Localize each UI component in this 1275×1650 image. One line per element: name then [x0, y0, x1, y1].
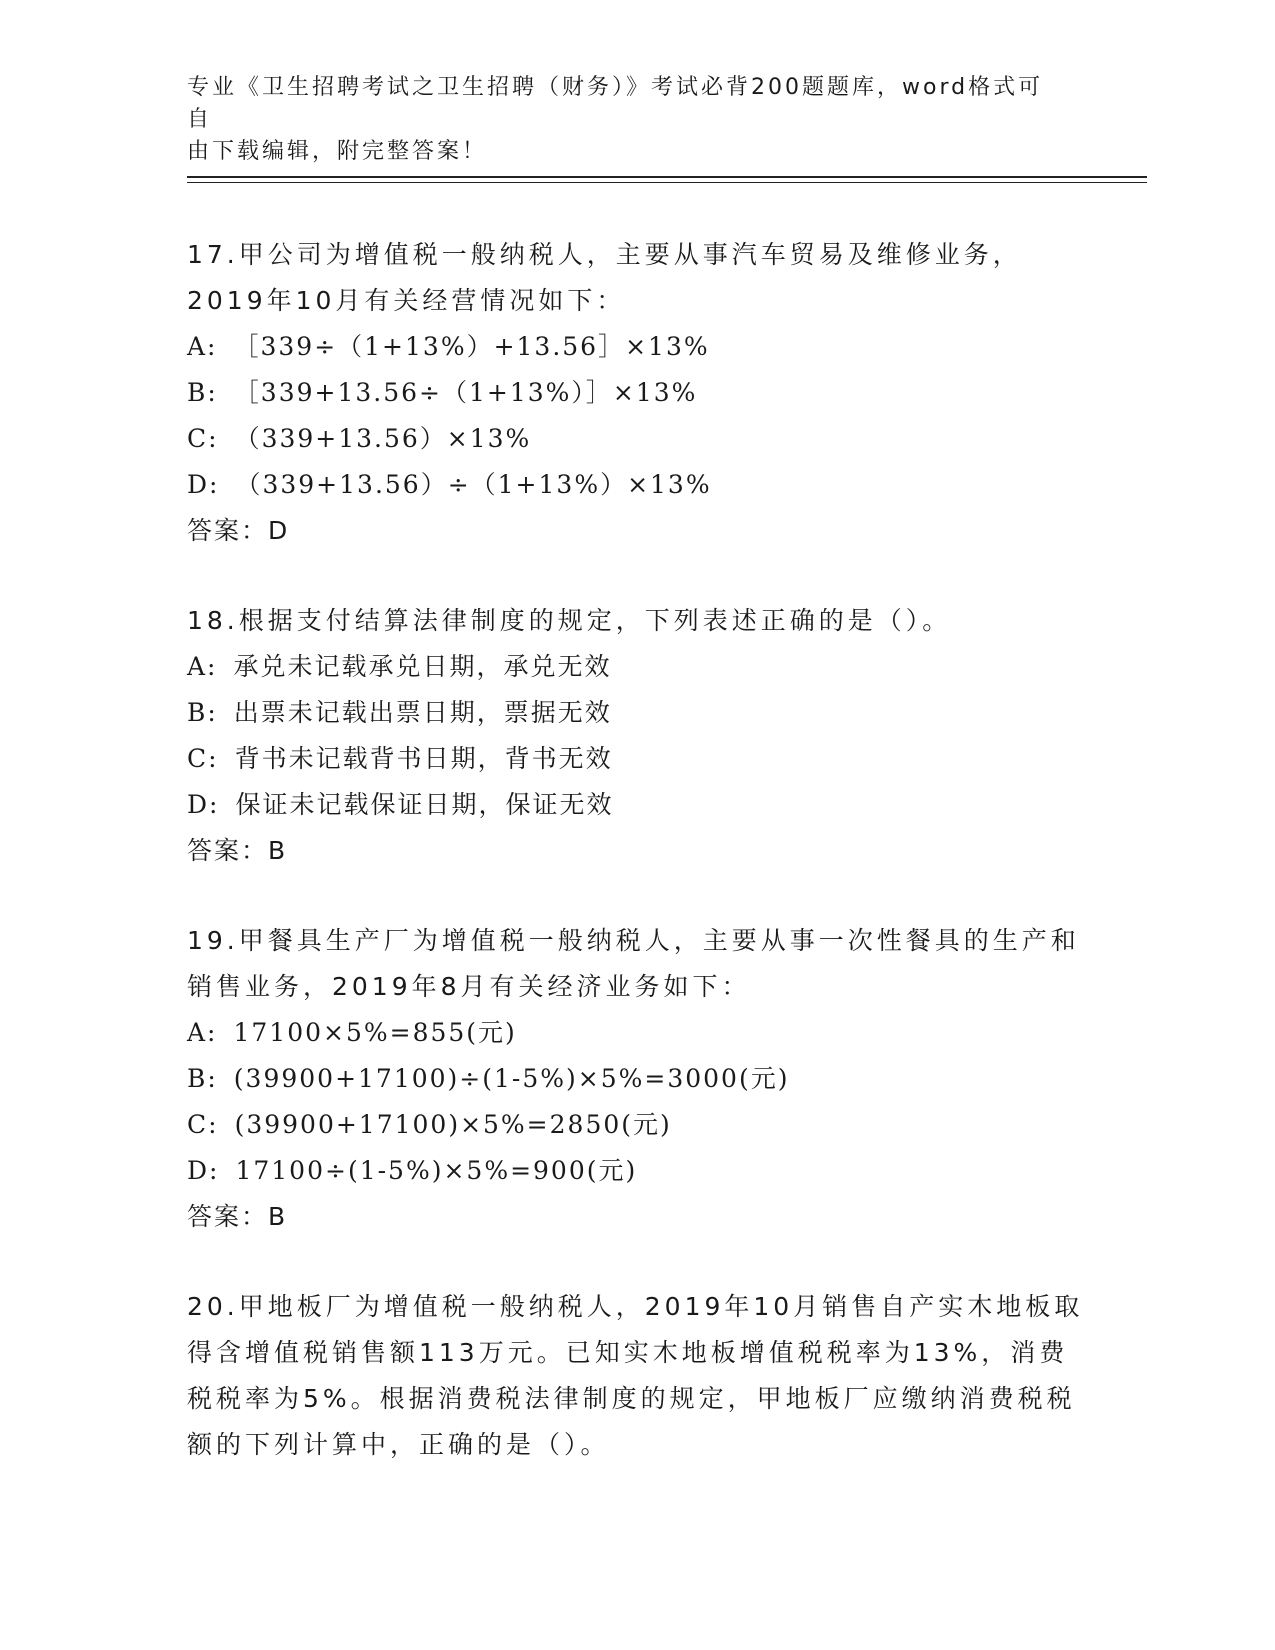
answer-line: 答案：D — [187, 516, 290, 545]
option-text: 17100÷(1-5%)×5%=900(元) — [235, 1156, 638, 1185]
option-label: B: — [187, 378, 218, 407]
option-d — [187, 782, 1087, 828]
option-text: 背书未记载背书日期，背书无效 — [234, 744, 613, 773]
question-list — [187, 232, 1087, 1512]
option-d — [187, 462, 1087, 508]
document-header — [187, 72, 1067, 168]
question-17 — [187, 232, 1087, 554]
question-18 — [187, 598, 1087, 874]
header-line-2: 由下载编辑，附完整答案！ — [187, 139, 488, 164]
option-c — [187, 416, 1087, 462]
option-text: (39900+17100)÷(1-5%)×5%=3000(元) — [233, 1064, 790, 1093]
option-a — [187, 644, 1087, 690]
option-text: 保证未记载保证日期，保证无效 — [235, 790, 614, 819]
question-stem: 17.甲公司为增值税一般纳税人，主要从事汽车贸易及维修业务，2019年10月有关经营情况如下： — [187, 240, 1022, 315]
answer-line: 答案：B — [187, 1202, 288, 1231]
option-text: 出票未记载出票日期，票据无效 — [233, 698, 612, 727]
header-line-1: 专业《卫生招聘考试之卫生招聘（财务）》考试必背200题题库，word格式可自 — [187, 75, 1044, 132]
question-stem: 20.甲地板厂为增值税一般纳税人，2019年10月销售自产实木地板取得含增值税销售额113万元。已知实木地板增值税税率为13%，消费税税率为5%。根据消费税法律制度的规定，甲地板厂应缴纳消费税税额的下列计算中，正确的是（）。 — [187, 1292, 1084, 1459]
option-text: 承兑未记载承兑日期，承兑无效 — [233, 652, 612, 681]
option-text: （339+13.56）×13% — [234, 424, 532, 453]
option-text: 17100×5%=855(元) — [233, 1018, 517, 1047]
option-label: A: — [187, 652, 218, 681]
option-c — [187, 1102, 1087, 1148]
question-stem: 18.根据支付结算法律制度的规定，下列表述正确的是（）。 — [187, 606, 952, 635]
option-b — [187, 1056, 1087, 1102]
option-a — [187, 324, 1087, 370]
option-label: A: — [187, 332, 218, 361]
option-b — [187, 690, 1087, 736]
answer-line: 答案：B — [187, 836, 288, 865]
option-label: B: — [187, 698, 218, 727]
header-divider-thick — [187, 176, 1147, 178]
header-divider-thin — [187, 182, 1147, 183]
option-label: D: — [187, 790, 220, 819]
question-19 — [187, 918, 1087, 1240]
question-20 — [187, 1284, 1087, 1468]
option-label: D: — [187, 470, 220, 499]
option-label: C: — [187, 744, 219, 773]
option-text: (39900+17100)×5%=2850(元) — [234, 1110, 672, 1139]
option-text: （339+13.56）÷（1+13%）×13% — [235, 470, 712, 499]
option-text: ［339÷（1+13%）+13.56］×13% — [233, 332, 710, 361]
option-label: A: — [187, 1018, 218, 1047]
option-text: ［339+13.56÷（1+13%）］×13% — [233, 378, 698, 407]
option-label: C: — [187, 424, 219, 453]
option-b — [187, 370, 1087, 416]
option-c — [187, 736, 1087, 782]
option-a — [187, 1010, 1087, 1056]
option-label: C: — [187, 1110, 219, 1139]
option-d — [187, 1148, 1087, 1194]
option-label: B: — [187, 1064, 218, 1093]
question-stem: 19.甲餐具生产厂为增值税一般纳税人，主要从事一次性餐具的生产和销售业务，2019年8月有关经济业务如下： — [187, 926, 1080, 1001]
option-label: D: — [187, 1156, 220, 1185]
